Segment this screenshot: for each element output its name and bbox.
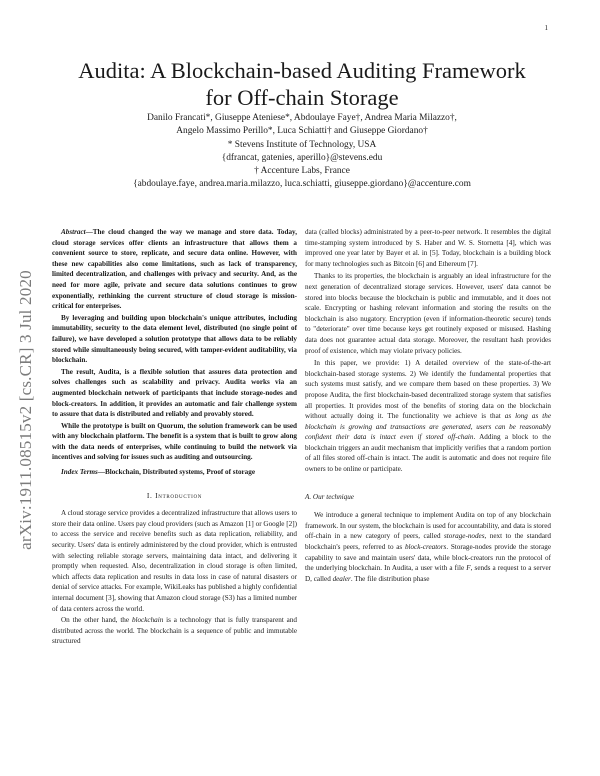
arxiv-identifier-text: arXiv:1911.08515v2 [cs.CR] 3 Jul 2020 [16,270,35,550]
intro-p2-text: On the other hand, the [61,616,132,625]
abstract-paragraph-2: By leveraging and building upon blockchain's unique attributes, including immutability, security to the data element level, distributed (no single point of failure), we have developed a solution prototype that allows data to be reliably stored while simultaneously being secured, with tamper-evident auditability, via blockchain. [52,313,297,365]
authors-line-1: Danilo Francati*, Giuseppe Ateniese*, Abdoulaye Faye†, Andrea Maria Milazzo†, [147,113,457,123]
right-p4-text-a: We introduce a general technique to implement Audita on top of any blockchain framework. In our system, the blockchain is used for accountability, and data is stored off-chain in a new category of peers, called [305,511,551,541]
right-p4-text-c: . Storage-nodes provide the storage capability to save and maintain users' data, while block-creators run the protocol of the underlying blockchain. In Audita, a user with a file [305,543,551,573]
right-paragraph-1: data (called blocks) administrated by a peer-to-peer network. It resembles the digital time-stamping system introduced by S. Haber and W. S. Stornetta [4], which was improved one year later by Bayer et al. in [5]. Today, blockchain is a building block for many technologies such as Bitcoin [6] and Ethereum [7]. [305,228,551,268]
intro-paragraph-1: A cloud storage service provides a decentralized infrastructure that allows users to store their data online. Users pay cloud providers (such as Amazon [1] or Google [2]) to access the service and receive benefits such as data replication, reliability, and security. Users' data is entirely administered by the cloud provider, which is entrusted with selecting reliable storage servers, maintaining data intact, and delivering it promptly when requested. Also, decentralization in cloud storage is often limited, which affects data replication and results in data loss in case of natural disasters or denial of service attacks. For example, WikiLeaks has published a highly confidential internal document [3], showing that Amazon cloud storage (S3) has a limited number of data centers across the world. [52,509,297,613]
term-storage-nodes: storage-nodes [444,532,485,541]
abstract-paragraph-3: The result, Audita, is a flexible solution that assures data protection and solves challenges such as scalability and privacy. Audita works via an augmented blockchain network of participants that include storage-nodes and block-creators. In addition, it provides an automatic and fair challenge system to assure that data is distributed and reliably and provably stored. [52,367,297,419]
intro-p2-emphasis: blockchain [131,616,164,625]
right-paragraph-2: Thanks to its properties, the blockchain is arguably an ideal infrastructure for the next generation of decentralized storage services. However, users' data cannot be stored into blocks because the blockchain is public and immutable, and it does not scale. Encrypting or hashing relevant information and storing the results on the blockchain is also nugatory. Encryption (even if information-theoretic secure) tends to "deteriorate" over time because keys get routinely exposed or misused. Hashing data does not guarantee actual data storage. Moreover, the resultant hash provides proof of existence, which may violate privacy policies. [305,272,551,355]
index-terms-text: —Blockchain, Distributed systems, Proof of storage [97,468,255,477]
right-p4-text-d: , sends a request to a server D, called [305,564,552,583]
abstract-label: Abstract [61,228,86,236]
left-column [52,227,297,647]
symbol-file-f: F [466,564,471,573]
abstract-text-1: —The cloud changed the way we manage and store data. Today, cloud storage services offer clients an infrastructure that allows them a convenient source to store, replicate, and secure data online. However, with these new capabilities also come limitations, such as lack of transparency, limited decentralization, and challenges with privacy and security. And, as the need for more agile, private and secure data solutions continues to grow exponentially, rethinking the current structure of cloud storage is mission-critical for enterprises. [52,228,297,311]
affiliation-accenture: † Accenture Labs, France [254,166,350,177]
term-dealer: dealer [332,574,351,583]
right-p4-text-b: , next to the standard blockchain's peers, referred to as [305,532,551,552]
right-p3-text: In this paper, we provide: 1) A detailed overview of the state-of-the-art blockchain-based storage systems. 2) We identify the fundamental properties that such systems must satisfy, and we compare them based on these properties. 3) We propose Audita, the first blockchain-based decentralized storage system that satisfies all properties. It provides most of the benefits of storing data on the blockchain without actually doing it. The functionality we achieve is that [305,359,551,421]
page-number: 1 [544,24,548,32]
right-p3-emphasis: as long as the blockchain is growing and transactions are generated, users can be reasonably confident their data is intact even if stored off-chain [305,412,551,442]
abstract-paragraph-4: While the prototype is built on Quorum, the solution framework can be used with any blockchain platform. The benefit is a system that is built to grow along with the data needs of enterprises, while continuing to build the network via incentives and solving for issues such as auditing and outsourcing. [52,421,297,462]
authors-line-2: Angelo Massimo Perillo*, Luca Schiatti† and Giuseppe Giordano† [176,126,428,137]
abstract [52,227,297,463]
right-paragraph-3 [305,358,551,475]
right-paragraph-4 [305,510,551,584]
right-column [305,227,551,584]
email-accenture: {abdoulaye.faye, andrea.maria.milazzo, luca.schiatti, giuseppe.giordano}@accenture.com [133,179,471,190]
abstract-paragraph-1 [52,227,297,312]
subsection-heading-our-technique: A. Our technique [305,492,354,501]
title-line-2: for Off-chain Storage [205,85,399,110]
intro-paragraph-2 [52,615,297,647]
paper-title [60,57,544,111]
author-block [60,112,544,192]
email-stevens: {dfrancat, gatenies, aperillo}@stevens.edu [221,152,383,163]
right-p4-text-e: . The file distribution phase [350,574,430,583]
index-terms-label: Index Terms [61,468,98,477]
term-block-creators: block-creators [404,543,447,552]
index-terms [52,467,297,478]
title-line-1: Audita: A Blockchain-based Auditing Framework [78,58,526,83]
intro-p2-text-end: is a technology that is fully transparent and distributed across the world. The blockchain is a sequence of public and immutable structured [52,616,297,646]
affiliation-stevens: * Stevens Institute of Technology, USA [227,139,377,150]
section-heading-introduction: I. Introduction [146,490,203,500]
right-p3-text-end: . Adding a block to the blockchain triggers an audit mechanism that implicitly verifies that a random portion of all files stored off-chain is intact. The audit is automatic and does not require file owners to be online or participate. [305,433,551,474]
